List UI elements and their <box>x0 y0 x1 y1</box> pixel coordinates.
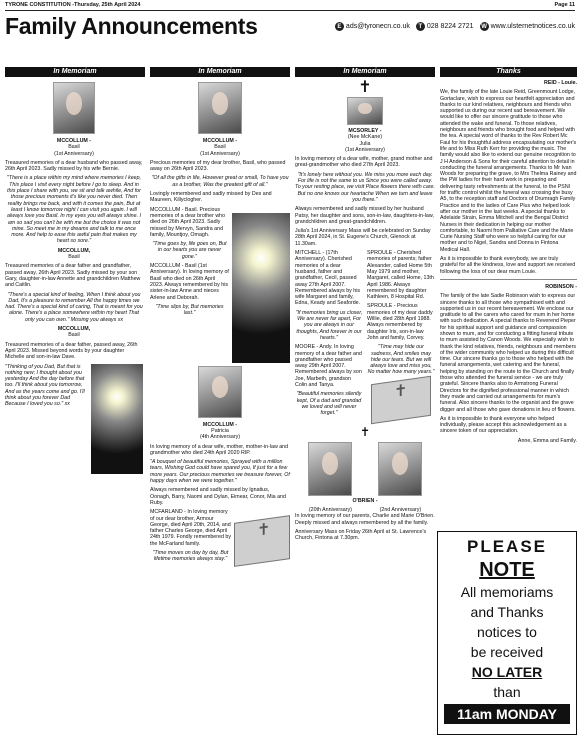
notice-name: MCCOLLUM - <box>202 421 238 428</box>
notice-text: MCFARLAND - In loving memory of our dear brother, Armour George, died April 20th, 2014, and father Charles George, died April 24th 1979. Fondly remembered by the McFarland family. <box>150 509 231 547</box>
candle-image <box>91 364 143 474</box>
notice-line: notices to <box>477 624 537 640</box>
notice-text: MCCOLLUM - Basil. Precious memories of a dear brother who died on 26th April 2023. Sadly missed by Mervyn, Sandra and family, Mountjoy, Omagh. <box>150 206 226 238</box>
photo-julia <box>347 97 383 125</box>
web-icon: W <box>481 23 487 30</box>
notice-subname: Patricia <box>211 427 229 434</box>
notice-poem: "It's lonely here without you. We miss you more each day. For life is not the same to us Since you were called away. To your resting place, we visit Place flowers there with care. But no one knows our heartache When we turn and leave you there." <box>295 171 435 203</box>
cross-icon: ✝ <box>359 424 371 439</box>
notice-subname: Basil <box>68 254 80 261</box>
divider <box>440 279 577 280</box>
notice-subname: Basil <box>68 144 80 151</box>
notice-line: NO LATER <box>471 664 543 680</box>
notice-poem: "Thinking of you Dad, But that is nothing new; I thought about you yesterday And the day before that too. I'll think about you tomorrow, And as the years come and go. I'll think about you forever Dad Because I loved you so." xx <box>5 363 85 408</box>
notice-text: Precious memories of my dear brother, Basil, who passed away on 26th April 2023. <box>150 159 286 173</box>
phone-icon: T <box>416 22 425 31</box>
email-icon: E <box>335 22 344 31</box>
notice-poem: "There is a place within my mind where memories I keep, This place I visit every night before I go to sleep. And in this place I share with you, we sit and talk awhile, And for those precious moments it's like you never died. Then reality brings me back, and with it comes the pain, But at least I know tomorrow night I can visit you again. I will always love you Basil. In my eyes you will always shine. I am so sad you can't be with me but the choice it was not mine. So meet me in my dreams and talk to me once more. And help to ease this awful pain that makes my heart so sore." <box>6 175 142 245</box>
thanks-text: We, the family of the late Louie Reid, Greenmount Lodge, Gortaclare, wish to express our heartfelt appreciation and thanks to our kind relatives, neighbours and friends who supported us during our recent sad bereavement. We would like to offer our sincere gratitude to those who attended the wake and funeral. To those relatives, neighbours and friends who brought food and helped with the tea. A special word of thanks to the Rev Robert Mc Faul for his thoughtful address encapsulating our mother's life and to Miss Ruth Kerr for providing the music. The family would also like to extend our genuine recognition to J H Anderson & Sons for their careful attention to detail in conducting the funeral arrangements. Thanks to Mr Ivan Woods for preparing the grave, to Mrs Thelma Rainey and the PW ladies for their hard work in preparing and delivering tasty refreshments at the funeral, to the PSNI for traffic control whilst the funeral was crossing the busy A5, to the reception staff and Doctors of Drumragh Family Practice and to the ladies of Care Plus who helped look after our mother in the last weeks. A special thanks to Adelaide Strain, Emma Mitchell and the Bengal District Nurses in their dedication in helping our mother comfortable, to Naomi from Palliative Care and the Marie Curie Nursing Staff who were so helpful caring for our mother and to Nigel, Sandra and Donna in Fintona Medical Hall. <box>440 89 577 253</box>
notice-sign: Always remembered and sadly missed by her husband Patsy, her daughter and sons, son-in-law, daughters-in-law, grandchildren and great-grandchildren. <box>295 206 434 225</box>
notice-poem: "There's a special kind of feeling, When I think about you Dad, It's a pleasure to remember All the happy times we had. There's a special kind of caring, That is meant for you alone. There's a place somewhere within my heart That only you can own." Missing you always xx <box>5 291 143 323</box>
notice-text: MCCOLLUM - Basil (1st Anniversary). In loving memory of Basil who died on 26th April 2023. Always remembered by his sister-in-law Anne and nieces Arlene and Deborah. <box>150 263 229 301</box>
notice-text: In loving memory of a dear wife, mother, grand mother and great-grandmother who died 27th April 2023. <box>295 156 433 169</box>
section-bar-memoriam-1: In Memoriam <box>5 67 145 77</box>
notice-subname: Basil <box>68 332 80 339</box>
notice-poem: "Of all the gifts in life, However great or small, To have you as a brother, Was the greatest gift of all." <box>151 175 289 188</box>
notice-text: Treasured memories of a dear husband who passed away, 26th April 2023. Sadly missed by his wife Bernie. <box>5 159 143 173</box>
page-header <box>5 2 575 11</box>
notice-text: MOORE - Andy. In loving memory of a dear father and grandfather who passed away 29th April 2007. Remembered always by son Joe, Marbeth, grandson Colin and Tanya. <box>295 344 362 388</box>
notice-poem: "Time moves on day by day, But lifetime memories always stay." <box>152 550 229 563</box>
bible-image <box>371 375 431 423</box>
section-bar-memoriam-3: In Memoriam <box>295 67 435 77</box>
notice-text: In loving memory of our parents, Charlie and Marie O'Brien. Deeply missed and always remembered by all the family. <box>295 513 435 526</box>
thanks-text: As it is impossible to thank everybody, we are truly grateful for all the kindness, love and support we received following the loss of our dear mum Louie. <box>440 256 576 275</box>
notice-line: NOTE <box>479 559 535 581</box>
notice-poem: "Beautiful memories silently kept, Of a dad and grandad we loved and will never forget." <box>296 391 362 417</box>
photo-basil-2 <box>198 82 242 134</box>
notice-anniversary: (1st Anniversary) <box>345 146 385 153</box>
notice-text: Treasured memories of a dear father and grandfather, passed away, 26th April 2023. Sadly missed by your son Gary, daughter-in-law Annette and grandchildren Matthew and Caitlin. <box>5 263 141 289</box>
notice-anniversary: (20th Anniversary) <box>308 506 352 513</box>
notice-deadline: 11am MONDAY <box>444 704 570 724</box>
paper-date: TYRONE CONSTITUTION -Thursday, 25th April 2024 <box>5 2 141 8</box>
notice-text: In loving memory of a dear wife, mother, mother-in-law and grandmother who died 24th April 2020 RIP. <box>150 443 289 456</box>
notice-subname: Basil <box>214 144 226 151</box>
page-number: Page 11 <box>554 2 575 8</box>
photo-basil-1 <box>53 82 95 134</box>
notice-line: PLEASE <box>466 537 548 556</box>
notice-anniversary: (1st Anniversary) <box>54 150 94 157</box>
candle-image <box>232 213 290 363</box>
notice-subname: Julia <box>359 140 371 147</box>
notice-text: MITCHELL - (17th Anniversary). Cherished memories of a dear husband, father and grandfather, Cecil, passed away 27th April 2007. Remembered always by his wife Margaret and family, Edna, Keady and Seaforde. <box>295 250 361 307</box>
notice-name: MCSORLEY - <box>348 128 382 134</box>
thanks-sign: Anne, Emma and Family. <box>517 437 577 444</box>
deadline-notice <box>437 531 577 735</box>
web-link[interactable]: www.ulsternetnotices.co.uk <box>490 23 575 30</box>
notice-line: than <box>493 684 521 700</box>
thanks-text: As it is impossible to thank everyone who helped individually, please accept this acknowledgement as a sincere token of our appreciation. <box>440 415 567 435</box>
notice-line: be received <box>470 644 544 660</box>
photo-marie <box>378 442 422 496</box>
cross-icon: ✝ <box>358 79 372 96</box>
contact-bar <box>335 22 575 31</box>
email-link[interactable]: ads@tyronecn.co.uk <box>345 23 410 30</box>
bible-image <box>234 515 290 567</box>
photo-patricia <box>198 366 242 418</box>
notice-anniversary: (1st Anniversary) <box>200 150 240 157</box>
notice-poem: "Time may hide our sadness, And smiles may hide our tears. But we will always love and miss you, No matter how many years." <box>367 344 435 376</box>
notice-anniversary: (2nd Anniversary) <box>379 506 422 513</box>
thanks-name: ROBINSON - <box>545 283 577 290</box>
thanks-name: REID - Louie. <box>544 80 577 86</box>
page-title: Family Announcements <box>5 13 258 39</box>
notice-name: MCCOLLUM, <box>57 326 91 333</box>
notice-line: and Thanks <box>470 604 544 620</box>
column-3 <box>295 80 435 544</box>
notice-mass: Julia's 1st Anniversary Mass will be celebrated on Sunday 28th April 2024, in St. Eugene's Church, Glenock at 11.30am. <box>295 228 431 247</box>
notice-sign: Lovingly remembered and sadly missed by Des and Maureen, Killyclogher. <box>150 191 272 204</box>
notice-name: MCCOLLUM - <box>56 138 92 144</box>
notice-poem: "Time goes by, life goes on, But in our hearts you are never gone." <box>152 241 227 260</box>
notice-poem: "A bouquet of beautiful memories, Sprayed with a million tears, Wishing God could have spared you, If just for a few more years. Our precious memories we treasure forever, Of happy days when we were together." <box>150 459 290 485</box>
thanks-text: The family of the late Sadie Robinson wish to express our sincere thanks to all those who sympathised with and supported us in our recent bereavement. We enclose our gratitude to all the carers who cared for mum in her home with such dedication. A special thanks to Reverend Pieper for his spiritual support and guidance and compassion shown to mum, and for conducting a fitting funeral tribute to mum assisted by Canon Woods. We especially wish to thank the kind relatives, friends, neighbours and members of the wider community who helped us during this difficult time. Our sincere thanks go to those who helped with the funeral arrangements, wet catering and the funeral, helping by standing on the route to the Church and finally those who attended the funeral service - we are truly grateful. Sincere thanks also to Armstrong Funeral Directors for the dignified professional manner in which they made and carried out arrangements for mum's funeral. Also sincere thanks to the organist and the grave digger and all those who gave donations in lieu of flowers. <box>440 293 577 413</box>
masthead <box>5 12 575 40</box>
section-bar-memoriam-2: In Memoriam <box>150 67 290 77</box>
notice-name: MCCOLLUM - <box>202 138 238 144</box>
notice-text: SPROULE - Cherished memories of parents; father Alexander, called Home 5th May 1979 and mother, Margaret, called Home, 13th April 1986. Always remembered by daughter Kathleen, 8 Hospital Rd. <box>367 250 434 301</box>
notice-subname: (Nee McKane) <box>347 134 383 141</box>
column-1 <box>5 80 143 474</box>
photo-charlie <box>308 442 352 496</box>
section-bar-thanks: Thanks <box>440 67 577 77</box>
notice-line: All memoriams <box>460 584 554 600</box>
notice-sign: Always remembered and sadly missed by Ignatius, Oonagh, Barry, Naomi and Dylan, Eimear, Conor, Mia and Ruby. <box>150 487 286 506</box>
column-4 <box>440 80 577 447</box>
notice-name: O'BRIEN - <box>352 497 378 504</box>
phone-number: 028 8224 2721 <box>426 23 474 30</box>
notice-anniversary: (4th Anniversary) <box>199 434 241 441</box>
notice-poem: "If memories bring us closer, We are never far apart, For you are always in our thoughts, And forever in our hearts." <box>295 309 363 341</box>
notice-mass: Anniversary Mass on Friday 26th April at St. Lawrence's Church, Fintona at 7.30pm. <box>295 528 427 542</box>
notice-text: Treasured memories of a dear father, passed away, 26th April 2023. Missed beyond words by your daughter Michelle and son-in-law Dave. <box>5 341 138 361</box>
notice-text: SPROULE - Precious memories of my dear daddy Willie, died 28th April 1988. Always remembered by daughter Iris, son-in-law John and family, Corvey. <box>367 303 433 341</box>
notice-poem: "Time slips by, But memories last." <box>155 303 224 317</box>
notice-name: MCCOLLUM, <box>57 247 91 254</box>
column-2 <box>150 80 290 567</box>
